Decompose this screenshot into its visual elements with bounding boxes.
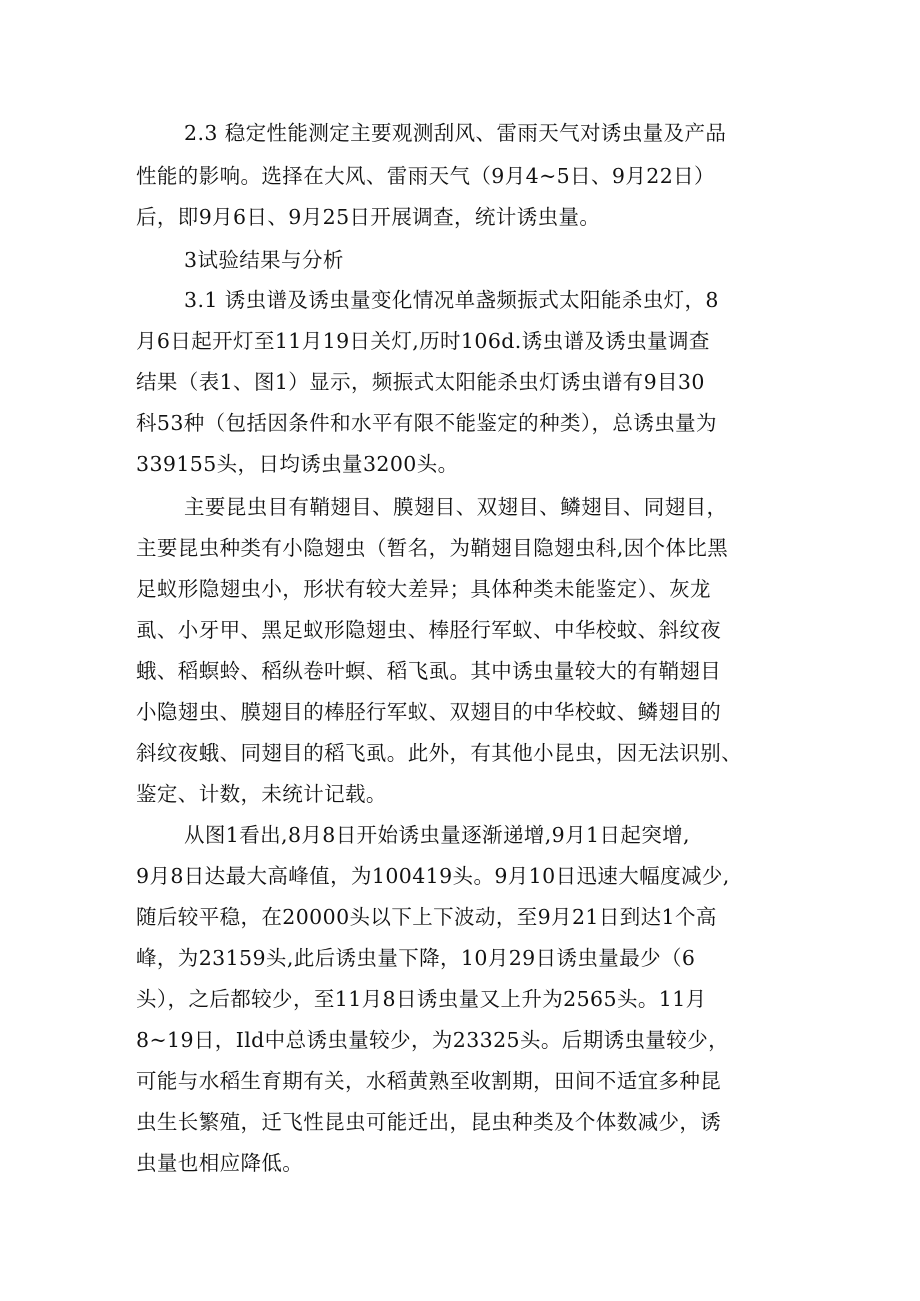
paragraph-line: 头），之后都较少，至11月8日诱虫量又上升为2565头。11月 [136, 987, 707, 1011]
paragraph-line: 8~19日，Ild中总诱虫量较少，为23325头。后期诱虫量较少， [136, 1028, 729, 1052]
paragraph-line: 可能与水稻生育期有关，水稻黄熟至收割期，田间不适宜多种昆 [136, 1069, 722, 1093]
section-heading: 3试验结果与分析 [184, 248, 344, 272]
paragraph-line: 斜纹夜蛾、同翅目的稻飞虱。此外，有其他小昆虫，因无法识别、 [136, 741, 743, 765]
paragraph-line: 足蚁形隐翅虫小，形状有较大差异；具体种类未能鉴定）、灰龙 [136, 577, 711, 601]
paragraph-line: 月6日起开灯至11月19日关灯,历时106d.诱虫谱及诱虫量调查 [136, 329, 710, 353]
paragraph-line: 后，即9月6日、9月25日开展调查，统计诱虫量。 [136, 205, 601, 229]
paragraph-line: 虫量也相应降低。 [136, 1151, 304, 1175]
paragraph-line: 性能的影响。选择在大风、雷雨天气（9月4~5日、9月22日） [136, 164, 715, 188]
paragraph-line: 从图1看出,8月8日开始诱虫量逐渐递增,9月1日起突增, [184, 823, 690, 847]
paragraph-line: 科53种（包括因条件和水平有限不能鉴定的种类），总诱虫量为 [136, 411, 717, 435]
paragraph-line: 主要昆虫种类有小隐翅虫（暂名，为鞘翅目隐翅虫科,因个体比黑 [136, 536, 729, 560]
paragraph-line: 虫生长繁殖，迁飞性昆虫可能迁出，昆虫种类及个体数减少，诱 [136, 1110, 722, 1134]
paragraph-line: 虱、小牙甲、黑足蚁形隐翅虫、棒胫行军蚁、中华校蚊、斜纹夜 [136, 618, 722, 642]
paragraph-line: 峰，为23159头,此后诱虫量下降，10月29日诱虫量最少（6 [136, 946, 696, 970]
paragraph-line: 小隐翅虫、膜翅目的棒胫行军蚁、双翅目的中华校蚊、鳞翅目的 [136, 700, 722, 724]
paragraph-line: 蛾、稻螟蛉、稻纵卷叶螟、稻飞虱。其中诱虫量较大的有鞘翅目 [136, 659, 722, 683]
paragraph-line: 主要昆虫目有鞘翅目、膜翅目、双翅目、鳞翅目、同翅目， [184, 495, 728, 519]
paragraph-line: 2.3 稳定性能测定主要观测刮风、雷雨天气对诱虫量及产品 [184, 121, 727, 145]
paragraph-line: 3.1 诱虫谱及诱虫量变化情况单盏频振式太阳能杀虫灯，8 [184, 288, 719, 312]
paragraph-line: 随后较平稳，在20000头以下上下波动，至9月21日到达1个高 [136, 905, 717, 929]
paragraph-line: 339155头，日均诱虫量3200头。 [136, 452, 459, 476]
paragraph-line: 鉴定、计数，未统计记载。 [136, 782, 387, 806]
paragraph-line: 9月8日达最大高峰值，为100419头。9月10日迅速大幅度减少, [136, 864, 730, 888]
paragraph-line: 结果（表1、图1）显示，频振式太阳能杀虫灯诱虫谱有9目30 [136, 370, 705, 394]
